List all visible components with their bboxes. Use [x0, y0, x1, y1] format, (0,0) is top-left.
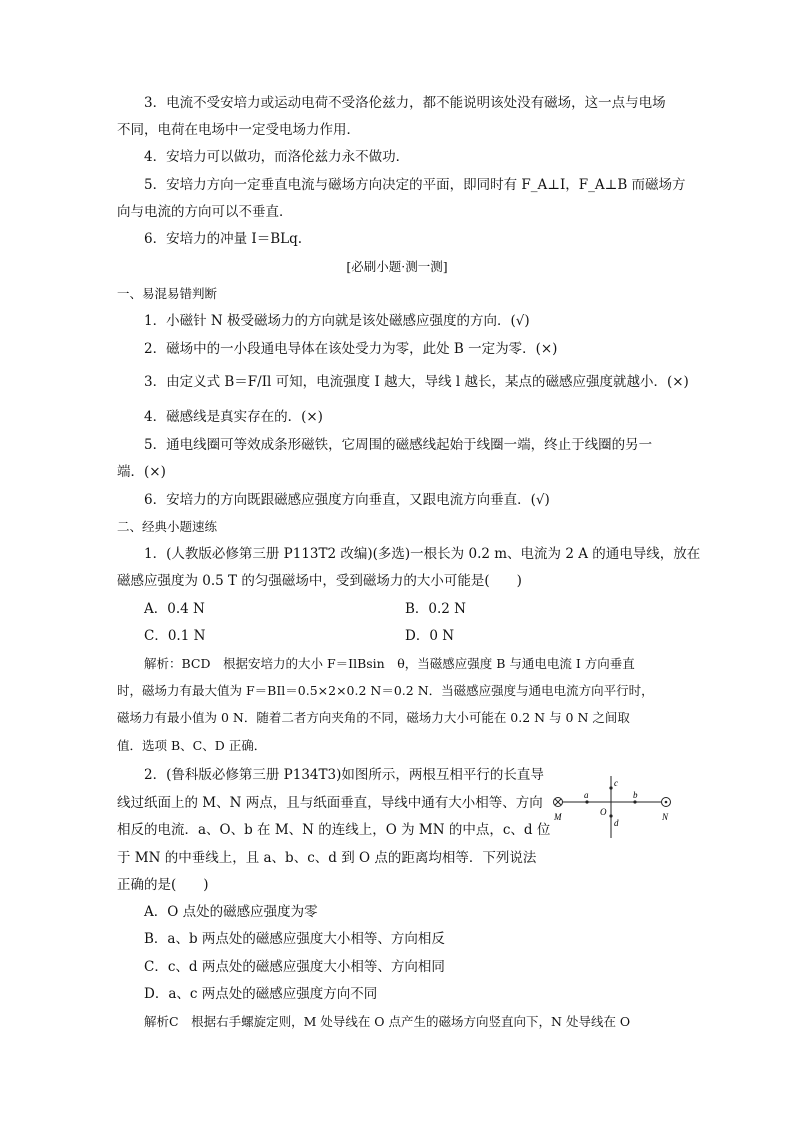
q1-option-b: B．0.2 N: [405, 601, 466, 617]
q2-line3: 相反的电流．a、O、b 在 M、N 的连线上，O 为 MN 的中点，c、d 位: [117, 822, 551, 838]
point-b: [633, 800, 636, 803]
wire-m-into-page-icon: [554, 798, 563, 807]
q1-analysis-3: 磁场力有最小值为 0 N．随着二者方向夹角的不同，磁场力大小可能在 0.2 N 与 0 N 之间取: [117, 710, 630, 725]
label-a: a: [584, 790, 589, 800]
part1-item-6: 6．安培力的方向既跟磁感应强度方向垂直，又跟电流方向垂直．(√): [144, 492, 550, 508]
part1-item-5-cont: 端．(×): [117, 464, 166, 480]
part1-item-4: 4．磁感线是真实存在的．(×): [144, 409, 323, 425]
intro-p5-line1: 5．安培力方向一定垂直电流与磁场方向决定的平面，即同时有 F_A⊥I，F_A⊥B 而磁场方: [144, 177, 686, 193]
q1-option-d: D．0 N: [405, 628, 455, 644]
part1-item-3: 3．由定义式 B＝F/Il 可知，电流强度 I 越大，导线 l 越长，某点的磁感应强度就越小．(×): [144, 374, 689, 390]
point-c: [609, 786, 612, 789]
intro-p5-line2: 向与电流的方向可以不垂直．: [117, 204, 293, 220]
part2-heading: 二、经典小题速练: [117, 519, 218, 534]
q1-option-c: C．0.1 N: [144, 628, 206, 644]
q1-option-a: A．0.4 N: [144, 601, 205, 617]
part1-item-2: 2．磁场中的一小段通电导体在该处受力为零，此处 B 一定为零．(×): [144, 341, 558, 357]
section-banner: [必刷小题·测一测]: [346, 259, 448, 274]
q2-line5: 正确的是( ): [117, 877, 209, 893]
label-m: M: [554, 812, 562, 822]
q2-line4: 于 MN 的中垂线上，且 a、b、c、d 到 O 点的距离均相等．下列说法: [117, 850, 537, 866]
q2-analysis: 解析C 根据右手螺旋定则，M 处导线在 O 点产生的磁场方向竖直向下，N 处导线在 O: [144, 1014, 631, 1029]
q2-option-d: D．a、c 两点处的磁感应强度方向不同: [144, 986, 378, 1002]
label-c: c: [614, 778, 618, 788]
wire-n-out-of-page-icon: [662, 798, 671, 807]
q1-analysis-1: 解析：BCD 根据安培力的大小 F＝IlBsin θ，当磁感应强度 B 与通电电流 I 方向垂直: [144, 656, 635, 671]
label-n: N: [662, 812, 669, 822]
label-o: O: [600, 807, 607, 817]
q2-option-a: A．O 点处的磁感应强度为零: [144, 904, 318, 920]
point-d: [609, 814, 612, 817]
q1-analysis-4: 值．选项 B、C、D 正确．: [117, 738, 267, 753]
q1-line1: 1．(人教版必修第三册 P113T2 改编)(多选)一根长为 0.2 m、电流为 2 A 的通电导线，放在: [144, 546, 701, 562]
part1-item-1: 1．小磁针 N 极受磁场力的方向就是该处磁感应强度的方向．(√): [144, 313, 530, 329]
q2-line2: 线过纸面上的 M、N 两点，且与纸面垂直，导线中通有大小相等、方向: [117, 795, 543, 811]
q2-option-b: B．a、b 两点处的磁感应强度大小相等、方向相反: [144, 931, 445, 947]
intro-p3-line1: 3．电流不受安培力或运动电荷不受洛伦兹力，都不能说明该处没有磁场，这一点与电场: [144, 95, 666, 111]
q1-analysis-2: 时，磁场力有最大值为 F＝BIl＝0.5×2×0.2 N＝0.2 N．当磁感应强度与通电电流方向平行时，: [117, 683, 654, 698]
q2-line1: 2．(鲁科版必修第三册 P134T3)如图所示，两根互相平行的长直导: [144, 767, 544, 783]
part1-item-5: 5．通电线圈可等效成条形磁铁，它周围的磁感线起始于线圈一端，终止于线圈的另一: [144, 437, 653, 453]
intro-p6: 6．安培力的冲量 I＝BLq.: [144, 231, 303, 247]
point-a: [585, 800, 588, 803]
label-b: b: [633, 790, 638, 800]
wires-diagram: [548, 768, 678, 848]
q2-option-c: C．c、d 两点处的磁感应强度大小相等、方向相同: [144, 959, 445, 975]
intro-p3-line2: 不同，电荷在电场中一定受电场力作用．: [117, 122, 360, 138]
part1-heading: 一、易混易错判断: [117, 286, 218, 301]
label-d: d: [614, 818, 619, 828]
intro-p4: 4．安培力可以做功，而洛伦兹力永不做功．: [144, 149, 410, 165]
q1-line2: 磁感应强度为 0.5 T 的匀强磁场中，受到磁场力的大小可能是( ): [117, 573, 522, 589]
